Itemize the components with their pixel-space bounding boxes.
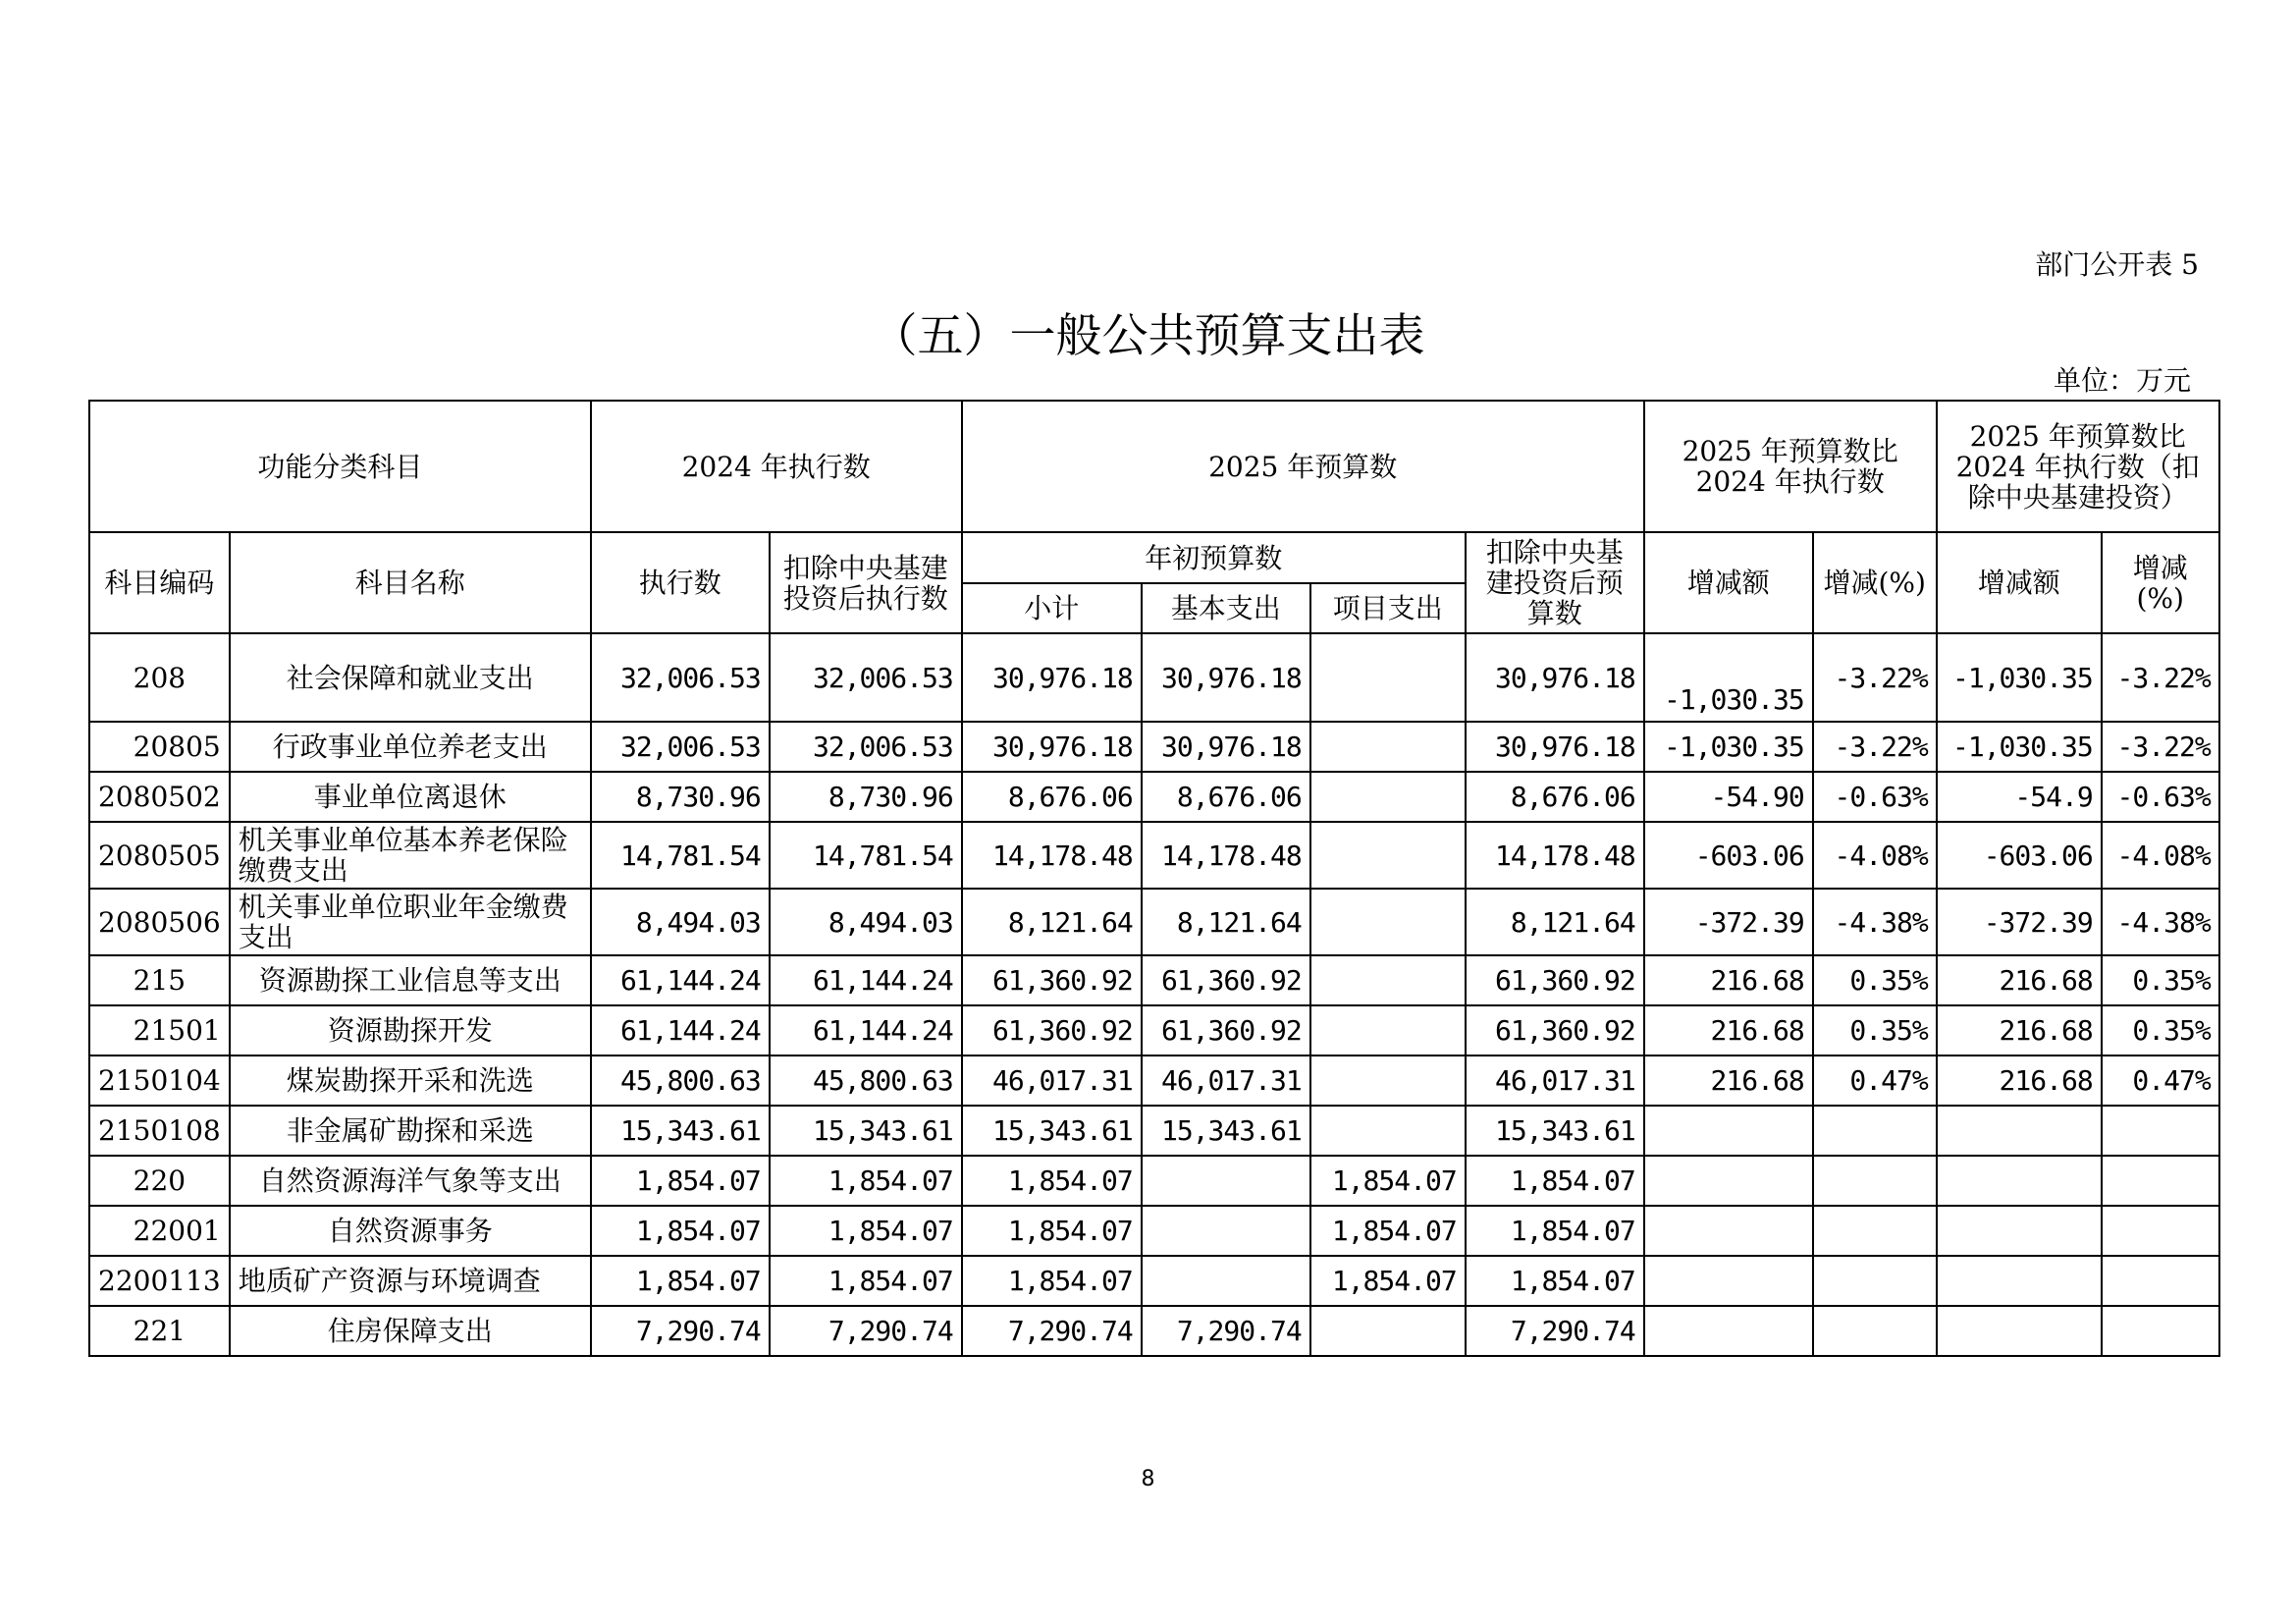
name-cell: 资源勘探开发	[230, 1005, 591, 1056]
change-percent-2-cell: -4.08%	[2102, 822, 2219, 889]
change-amount-2-cell: 216.68	[1937, 955, 2102, 1005]
table-row	[89, 955, 2219, 1005]
table-row	[89, 822, 2219, 889]
exec-cell: 32,006.53	[591, 722, 770, 772]
name-cell: 行政事业单位养老支出	[230, 722, 591, 772]
project-cell	[1310, 772, 1466, 822]
name-cell: 资源勘探工业信息等支出	[230, 955, 591, 1005]
code-cell: 2200113	[89, 1256, 230, 1306]
basic-cell: 14,178.48	[1142, 822, 1310, 889]
subtotal-cell: 15,343.61	[962, 1106, 1142, 1156]
change-percent-1-cell	[1813, 1106, 1937, 1156]
change-amount-1-cell	[1644, 1256, 1813, 1306]
table-row	[89, 1256, 2219, 1306]
change-amount-2-cell: 216.68	[1937, 1005, 2102, 1056]
page-number: 8	[1141, 1467, 1155, 1491]
page-tag: 部门公开表 5	[2035, 248, 2199, 281]
change-percent-2-cell: -4.38%	[2102, 889, 2219, 955]
project-cell	[1310, 633, 1466, 722]
change-amount-2-cell: -372.39	[1937, 889, 2102, 955]
change-percent-2-cell: -3.22%	[2102, 722, 2219, 772]
table-row	[89, 1106, 2219, 1156]
exec-cell: 45,800.63	[591, 1056, 770, 1106]
change-amount-1-cell: -1,030.35	[1644, 633, 1813, 722]
subtotal-cell: 1,854.07	[962, 1256, 1142, 1306]
change-percent-1-cell	[1813, 1306, 1937, 1356]
exec-cell: 7,290.74	[591, 1306, 770, 1356]
code-cell: 2150104	[89, 1056, 230, 1106]
exec-excl-cell: 32,006.53	[770, 633, 962, 722]
basic-cell	[1142, 1206, 1310, 1256]
change-percent-1-cell: -0.63%	[1813, 772, 1937, 822]
budget-excl-cell: 46,017.31	[1466, 1056, 1644, 1106]
code-cell: 22001	[89, 1206, 230, 1256]
header-compare-exec: 2025 年预算数比 2024 年执行数	[1644, 401, 1937, 532]
subtotal-cell: 14,178.48	[962, 822, 1142, 889]
exec-cell: 8,730.96	[591, 772, 770, 822]
exec-excl-cell: 1,854.07	[770, 1256, 962, 1306]
exec-excl-cell: 7,290.74	[770, 1306, 962, 1356]
change-amount-1-cell: 216.68	[1644, 1005, 1813, 1056]
exec-excl-cell: 61,144.24	[770, 1005, 962, 1056]
change-percent-1-cell: 0.35%	[1813, 1005, 1937, 1056]
change-percent-2-cell: 0.35%	[2102, 955, 2219, 1005]
code-cell: 2080505	[89, 822, 230, 889]
project-cell	[1310, 1106, 1466, 1156]
name-cell: 机关事业单位基本养老保险缴费支出	[230, 822, 591, 889]
code-cell: 221	[89, 1306, 230, 1356]
basic-cell: 30,976.18	[1142, 722, 1310, 772]
basic-cell: 8,676.06	[1142, 772, 1310, 822]
change-amount-2-cell	[1937, 1106, 2102, 1156]
header-code: 科目编码	[89, 532, 230, 633]
page-title: （五）一般公共预算支出表	[871, 309, 1425, 363]
budget-excl-cell: 14,178.48	[1466, 822, 1644, 889]
exec-excl-cell: 14,781.54	[770, 822, 962, 889]
code-cell: 20805	[89, 722, 230, 772]
change-amount-2-cell	[1937, 1256, 2102, 1306]
code-cell: 220	[89, 1156, 230, 1206]
budget-excl-cell: 15,343.61	[1466, 1106, 1644, 1156]
project-cell	[1310, 1005, 1466, 1056]
change-percent-2-cell: 0.35%	[2102, 1005, 2219, 1056]
header-exec-excl: 扣除中央基建投资后执行数	[770, 532, 962, 633]
change-percent-1-cell: -4.38%	[1813, 889, 1937, 955]
table-row	[89, 1206, 2219, 1256]
unit-label: 单位：万元	[2053, 364, 2191, 397]
budget-excl-cell: 1,854.07	[1466, 1256, 1644, 1306]
project-cell	[1310, 1056, 1466, 1106]
change-amount-1-cell: 216.68	[1644, 955, 1813, 1005]
basic-cell: 61,360.92	[1142, 1005, 1310, 1056]
change-percent-2-cell	[2102, 1306, 2219, 1356]
change-percent-1-cell	[1813, 1206, 1937, 1256]
code-cell: 21501	[89, 1005, 230, 1056]
basic-cell: 7,290.74	[1142, 1306, 1310, 1356]
change-amount-2-cell: -54.9	[1937, 772, 2102, 822]
project-cell	[1310, 1306, 1466, 1356]
change-amount-2-cell: -1,030.35	[1937, 633, 2102, 722]
budget-excl-cell: 8,676.06	[1466, 772, 1644, 822]
budget-excl-cell: 61,360.92	[1466, 955, 1644, 1005]
header-change-percent-1: 增减(%)	[1813, 532, 1937, 633]
project-cell	[1310, 822, 1466, 889]
budget-excl-cell: 30,976.18	[1466, 633, 1644, 722]
budget-excl-cell: 1,854.07	[1466, 1156, 1644, 1206]
subtotal-cell: 1,854.07	[962, 1206, 1142, 1256]
exec-cell: 61,144.24	[591, 955, 770, 1005]
change-percent-1-cell: -4.08%	[1813, 822, 1937, 889]
change-percent-1-cell	[1813, 1156, 1937, 1206]
change-percent-2-cell	[2102, 1206, 2219, 1256]
budget-excl-cell: 61,360.92	[1466, 1005, 1644, 1056]
change-amount-1-cell	[1644, 1156, 1813, 1206]
exec-cell: 1,854.07	[591, 1206, 770, 1256]
header-exec: 执行数	[591, 532, 770, 633]
table-row	[89, 1306, 2219, 1356]
basic-cell: 46,017.31	[1142, 1056, 1310, 1106]
subtotal-cell: 8,676.06	[962, 772, 1142, 822]
table-row	[89, 1005, 2219, 1056]
change-amount-2-cell: -603.06	[1937, 822, 2102, 889]
header-exec-2024: 2024 年执行数	[591, 401, 962, 532]
exec-cell: 61,144.24	[591, 1005, 770, 1056]
change-amount-2-cell	[1937, 1206, 2102, 1256]
basic-cell: 30,976.18	[1142, 633, 1310, 722]
exec-excl-cell: 32,006.53	[770, 722, 962, 772]
name-cell: 自然资源事务	[230, 1206, 591, 1256]
budget-excl-cell: 8,121.64	[1466, 889, 1644, 955]
budget-excl-cell: 7,290.74	[1466, 1306, 1644, 1356]
exec-cell: 1,854.07	[591, 1156, 770, 1206]
name-cell: 地质矿产资源与环境调查	[230, 1256, 591, 1306]
header-budget-excl: 扣除中央基建投资后预算数	[1466, 532, 1644, 633]
change-amount-1-cell: -54.90	[1644, 772, 1813, 822]
subtotal-cell: 1,854.07	[962, 1156, 1142, 1206]
change-percent-1-cell	[1813, 1256, 1937, 1306]
table-row	[89, 1156, 2219, 1206]
subtotal-cell: 30,976.18	[962, 722, 1142, 772]
change-percent-2-cell	[2102, 1256, 2219, 1306]
change-amount-1-cell: -372.39	[1644, 889, 1813, 955]
change-percent-1-cell: 0.47%	[1813, 1056, 1937, 1106]
table-row	[89, 633, 2219, 722]
change-amount-2-cell: -1,030.35	[1937, 722, 2102, 772]
change-amount-1-cell	[1644, 1306, 1813, 1356]
name-cell: 煤炭勘探开采和洗选	[230, 1056, 591, 1106]
budget-excl-cell: 1,854.07	[1466, 1206, 1644, 1256]
exec-excl-cell: 61,144.24	[770, 955, 962, 1005]
header-change-percent-2: 增减(%)	[2102, 532, 2219, 633]
change-amount-2-cell	[1937, 1306, 2102, 1356]
exec-cell: 15,343.61	[591, 1106, 770, 1156]
code-cell: 2080506	[89, 889, 230, 955]
header-row-1	[89, 401, 2219, 532]
project-cell	[1310, 722, 1466, 772]
basic-cell: 8,121.64	[1142, 889, 1310, 955]
project-cell: 1,854.07	[1310, 1256, 1466, 1306]
change-percent-1-cell: -3.22%	[1813, 633, 1937, 722]
change-amount-1-cell: 216.68	[1644, 1056, 1813, 1106]
budget-table	[88, 400, 2220, 1357]
subtotal-cell: 8,121.64	[962, 889, 1142, 955]
header-subtotal: 小计	[962, 583, 1142, 633]
budget-excl-cell: 30,976.18	[1466, 722, 1644, 772]
change-percent-1-cell: 0.35%	[1813, 955, 1937, 1005]
change-amount-1-cell	[1644, 1206, 1813, 1256]
name-cell: 自然资源海洋气象等支出	[230, 1156, 591, 1206]
change-percent-2-cell: -3.22%	[2102, 633, 2219, 722]
header-initial-budget: 年初预算数	[962, 532, 1466, 583]
exec-excl-cell: 8,494.03	[770, 889, 962, 955]
change-amount-1-cell: -603.06	[1644, 822, 1813, 889]
change-amount-1-cell: -1,030.35	[1644, 722, 1813, 772]
subtotal-cell: 61,360.92	[962, 1005, 1142, 1056]
header-row-2	[89, 532, 2219, 583]
code-cell: 2150108	[89, 1106, 230, 1156]
exec-excl-cell: 45,800.63	[770, 1056, 962, 1106]
subtotal-cell: 61,360.92	[962, 955, 1142, 1005]
header-project: 项目支出	[1310, 583, 1466, 633]
code-cell: 2080502	[89, 772, 230, 822]
exec-cell: 14,781.54	[591, 822, 770, 889]
header-basic: 基本支出	[1142, 583, 1310, 633]
table-row	[89, 1056, 2219, 1106]
basic-cell	[1142, 1156, 1310, 1206]
project-cell: 1,854.07	[1310, 1156, 1466, 1206]
name-cell: 事业单位离退休	[230, 772, 591, 822]
basic-cell: 61,360.92	[1142, 955, 1310, 1005]
code-cell: 208	[89, 633, 230, 722]
project-cell	[1310, 955, 1466, 1005]
table-row	[89, 772, 2219, 822]
exec-excl-cell: 15,343.61	[770, 1106, 962, 1156]
name-cell: 社会保障和就业支出	[230, 633, 591, 722]
basic-cell	[1142, 1256, 1310, 1306]
project-cell: 1,854.07	[1310, 1206, 1466, 1256]
project-cell	[1310, 889, 1466, 955]
change-amount-2-cell	[1937, 1156, 2102, 1206]
change-amount-1-cell	[1644, 1106, 1813, 1156]
basic-cell: 15,343.61	[1142, 1106, 1310, 1156]
table-row	[89, 889, 2219, 955]
exec-excl-cell: 1,854.07	[770, 1206, 962, 1256]
name-cell: 住房保障支出	[230, 1306, 591, 1356]
exec-excl-cell: 1,854.07	[770, 1156, 962, 1206]
change-percent-2-cell	[2102, 1156, 2219, 1206]
header-func-category: 功能分类科目	[89, 401, 591, 532]
change-percent-1-cell: -3.22%	[1813, 722, 1937, 772]
header-name: 科目名称	[230, 532, 591, 633]
name-cell: 非金属矿勘探和采选	[230, 1106, 591, 1156]
exec-cell: 8,494.03	[591, 889, 770, 955]
table-row	[89, 722, 2219, 772]
subtotal-cell: 7,290.74	[962, 1306, 1142, 1356]
header-compare-excl: 2025 年预算数比 2024 年执行数（扣除中央基建投资）	[1937, 401, 2219, 532]
change-percent-2-cell: -0.63%	[2102, 772, 2219, 822]
change-percent-2-cell: 0.47%	[2102, 1056, 2219, 1106]
header-change-amount-2: 增减额	[1937, 532, 2102, 633]
header-budget-2025: 2025 年预算数	[962, 401, 1644, 532]
change-percent-2-cell	[2102, 1106, 2219, 1156]
header-change-amount-1: 增减额	[1644, 532, 1813, 633]
exec-excl-cell: 8,730.96	[770, 772, 962, 822]
subtotal-cell: 46,017.31	[962, 1056, 1142, 1106]
change-amount-2-cell: 216.68	[1937, 1056, 2102, 1106]
exec-cell: 32,006.53	[591, 633, 770, 722]
name-cell: 机关事业单位职业年金缴费支出	[230, 889, 591, 955]
subtotal-cell: 30,976.18	[962, 633, 1142, 722]
code-cell: 215	[89, 955, 230, 1005]
exec-cell: 1,854.07	[591, 1256, 770, 1306]
